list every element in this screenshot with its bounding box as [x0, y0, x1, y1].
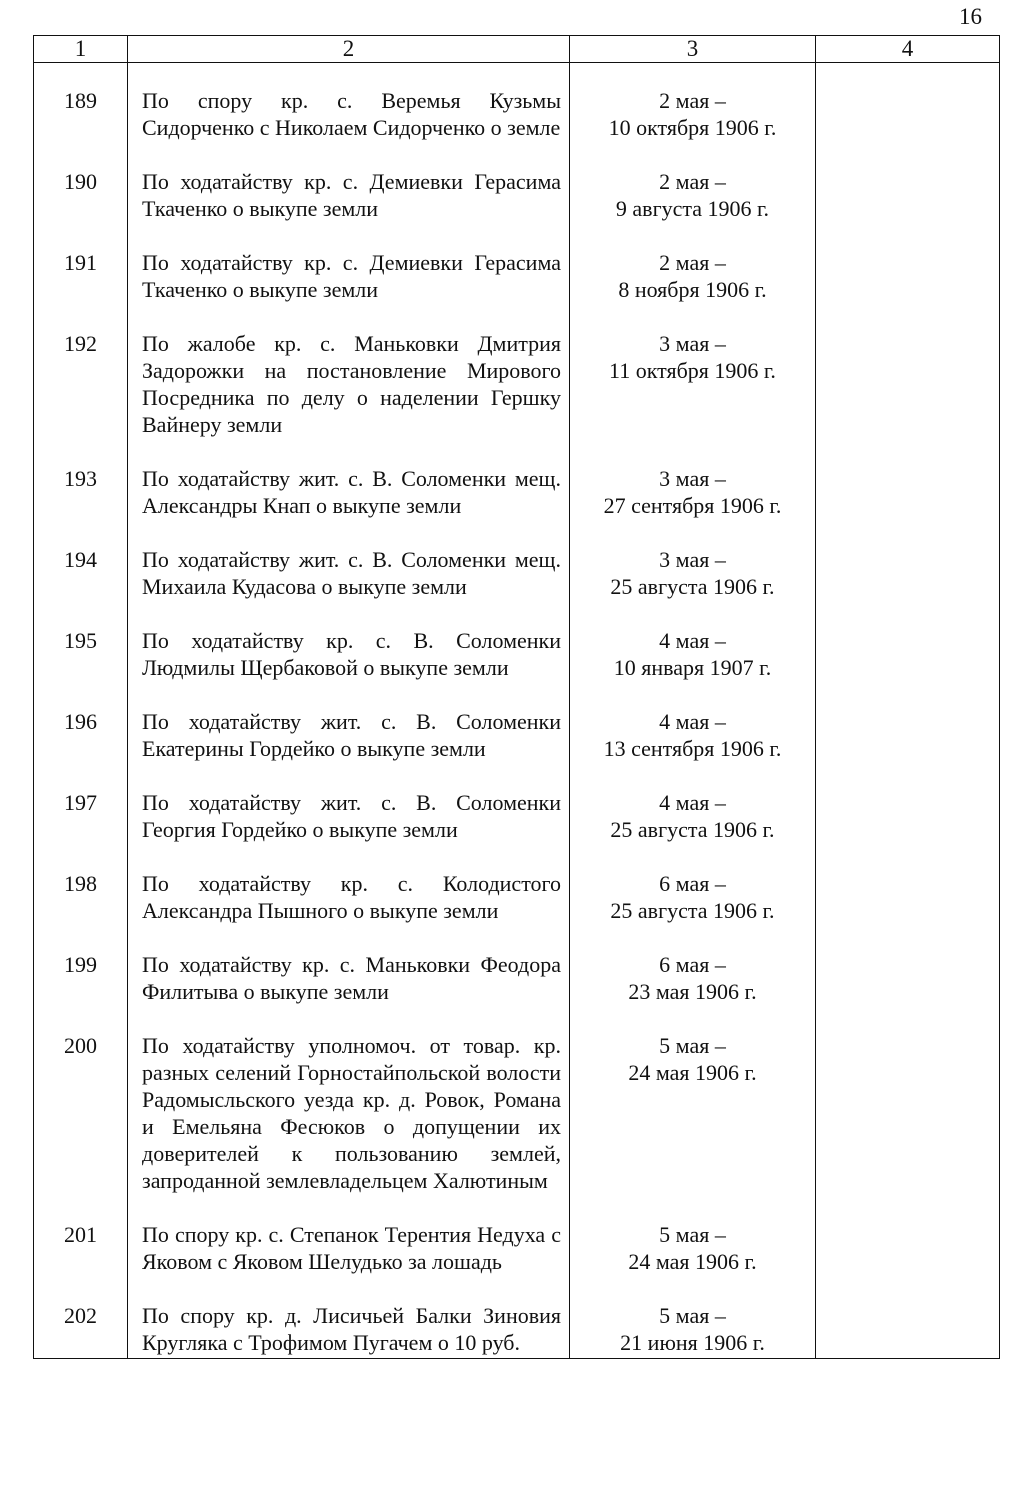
- date-start: 4 мая –: [659, 790, 726, 815]
- case-dates: [570, 168, 816, 249]
- date-end: 21 июня 1906 г.: [620, 1330, 765, 1355]
- table-row: [34, 168, 1000, 249]
- table-row: [34, 708, 1000, 789]
- date-start: 6 мая –: [659, 952, 726, 977]
- case-description: По жалобе кр. с. Маньковки Дмитрия Задорожки на постановление Мирового Посредника по делу о наделении Гершку Вайнеру земли: [128, 330, 570, 465]
- date-end: 25 августа 1906 г.: [610, 817, 775, 842]
- register-table: [33, 35, 1000, 1359]
- spacer-row: [34, 63, 1000, 88]
- case-dates: [570, 87, 816, 168]
- case-note: [816, 1302, 1000, 1359]
- date-start: 5 мая –: [659, 1033, 726, 1058]
- case-description: По ходатайству кр. с. Демиевки Герасима Ткаченко о выкупе земли: [128, 168, 570, 249]
- header-col-4: 4: [816, 36, 1000, 63]
- case-description: По спору кр. д. Лисичьей Балки Зиновия Кругляка с Трофимом Пугачем о 10 руб.: [128, 1302, 570, 1359]
- case-number: 200: [34, 1032, 128, 1221]
- table-row: [34, 1221, 1000, 1302]
- case-note: [816, 330, 1000, 465]
- date-start: 4 мая –: [659, 628, 726, 653]
- date-end: 10 января 1907 г.: [613, 655, 772, 680]
- case-note: [816, 1032, 1000, 1221]
- table-row: [34, 1302, 1000, 1359]
- case-note: [816, 789, 1000, 870]
- case-dates: [570, 627, 816, 708]
- date-end: 10 октября 1906 г.: [608, 115, 777, 140]
- case-number: 198: [34, 870, 128, 951]
- date-end: 24 мая 1906 г.: [628, 1249, 757, 1274]
- case-number: 202: [34, 1302, 128, 1359]
- date-start: 2 мая –: [659, 169, 726, 194]
- case-note: [816, 870, 1000, 951]
- date-end: 24 мая 1906 г.: [628, 1060, 757, 1085]
- header-col-2: 2: [128, 36, 570, 63]
- date-end: 23 мая 1906 г.: [628, 979, 757, 1004]
- case-note: [816, 708, 1000, 789]
- table-row: [34, 627, 1000, 708]
- case-description: По ходатайству кр. с. Маньковки Феодора Филитыва о выкупе земли: [128, 951, 570, 1032]
- case-description: По ходатайству кр. с. Демиевки Герасима Ткаченко о выкупе земли: [128, 249, 570, 330]
- date-start: 3 мая –: [659, 331, 726, 356]
- date-start: 5 мая –: [659, 1303, 726, 1328]
- case-description: По ходатайству кр. с. В. Соломенки Людмилы Щербаковой о выкупе земли: [128, 627, 570, 708]
- date-start: 2 мая –: [659, 250, 726, 275]
- case-dates: [570, 1221, 816, 1302]
- date-end: 11 октября 1906 г.: [609, 358, 776, 383]
- case-dates: [570, 870, 816, 951]
- case-description: По ходатайству жит. с. В. Соломенки мещ. Александры Кнап о выкупе земли: [128, 465, 570, 546]
- table-row: [34, 87, 1000, 168]
- case-number: 190: [34, 168, 128, 249]
- case-number: 192: [34, 330, 128, 465]
- case-description: По спору кр. с. Веремья Кузьмы Сидорченко с Николаем Сидорченко о земле: [128, 87, 570, 168]
- table-row: [34, 465, 1000, 546]
- page-number: 16: [959, 4, 982, 29]
- date-start: 3 мая –: [659, 466, 726, 491]
- case-dates: [570, 708, 816, 789]
- case-dates: [570, 1302, 816, 1359]
- table-row: [34, 951, 1000, 1032]
- case-number: 196: [34, 708, 128, 789]
- table-row: [34, 870, 1000, 951]
- case-description: По ходатайству жит. с. В. Соломенки Георгия Гордейко о выкупе земли: [128, 789, 570, 870]
- case-dates: [570, 1032, 816, 1221]
- case-description: По ходатайству кр. с. Колодистого Александра Пышного о выкупе земли: [128, 870, 570, 951]
- date-end: 27 сентября 1906 г.: [603, 493, 782, 518]
- table-row: [34, 546, 1000, 627]
- date-end: 8 ноября 1906 г.: [618, 277, 767, 302]
- case-dates: [570, 465, 816, 546]
- case-description: По ходатайству уполномоч. от товар. кр. разных селений Горностайпольской волости Радомысльского уезда кр. д. Ровок, Романа и Емельяна Фесюков о допущении их доверителей к пользованию землей, запроданной землевладельцем Халютиным: [128, 1032, 570, 1221]
- case-number: 195: [34, 627, 128, 708]
- date-end: 9 августа 1906 г.: [615, 196, 770, 221]
- case-note: [816, 1221, 1000, 1302]
- table-body: [34, 63, 1000, 1359]
- case-number: 189: [34, 87, 128, 168]
- case-note: [816, 546, 1000, 627]
- case-note: [816, 627, 1000, 708]
- case-number: 197: [34, 789, 128, 870]
- table-row: [34, 249, 1000, 330]
- table-row: [34, 330, 1000, 465]
- date-end: 25 августа 1906 г.: [610, 574, 775, 599]
- case-dates: [570, 330, 816, 465]
- table-row: [34, 1032, 1000, 1221]
- case-dates: [570, 546, 816, 627]
- date-end: 25 августа 1906 г.: [610, 898, 775, 923]
- case-description: По спору кр. с. Степанок Терентия Недуха с Яковом с Яковом Шелудько за лошадь: [128, 1221, 570, 1302]
- case-description: По ходатайству жит. с. В. Соломенки Екатерины Гордейко о выкупе земли: [128, 708, 570, 789]
- case-number: 194: [34, 546, 128, 627]
- table-row: [34, 789, 1000, 870]
- table-header: [34, 36, 1000, 63]
- case-number: 191: [34, 249, 128, 330]
- date-start: 6 мая –: [659, 871, 726, 896]
- case-note: [816, 951, 1000, 1032]
- case-note: [816, 465, 1000, 546]
- case-note: [816, 249, 1000, 330]
- case-description: По ходатайству жит. с. В. Соломенки мещ. Михаила Кудасова о выкупе земли: [128, 546, 570, 627]
- case-dates: [570, 951, 816, 1032]
- case-dates: [570, 249, 816, 330]
- date-end: 13 сентября 1906 г.: [603, 736, 782, 761]
- header-col-3: 3: [570, 36, 816, 63]
- date-start: 4 мая –: [659, 709, 726, 734]
- date-start: 3 мая –: [659, 547, 726, 572]
- case-number: 199: [34, 951, 128, 1032]
- case-note: [816, 87, 1000, 168]
- date-start: 2 мая –: [659, 88, 726, 113]
- header-col-1: 1: [34, 36, 128, 63]
- case-number: 193: [34, 465, 128, 546]
- date-start: 5 мая –: [659, 1222, 726, 1247]
- case-note: [816, 168, 1000, 249]
- case-number: 201: [34, 1221, 128, 1302]
- case-dates: [570, 789, 816, 870]
